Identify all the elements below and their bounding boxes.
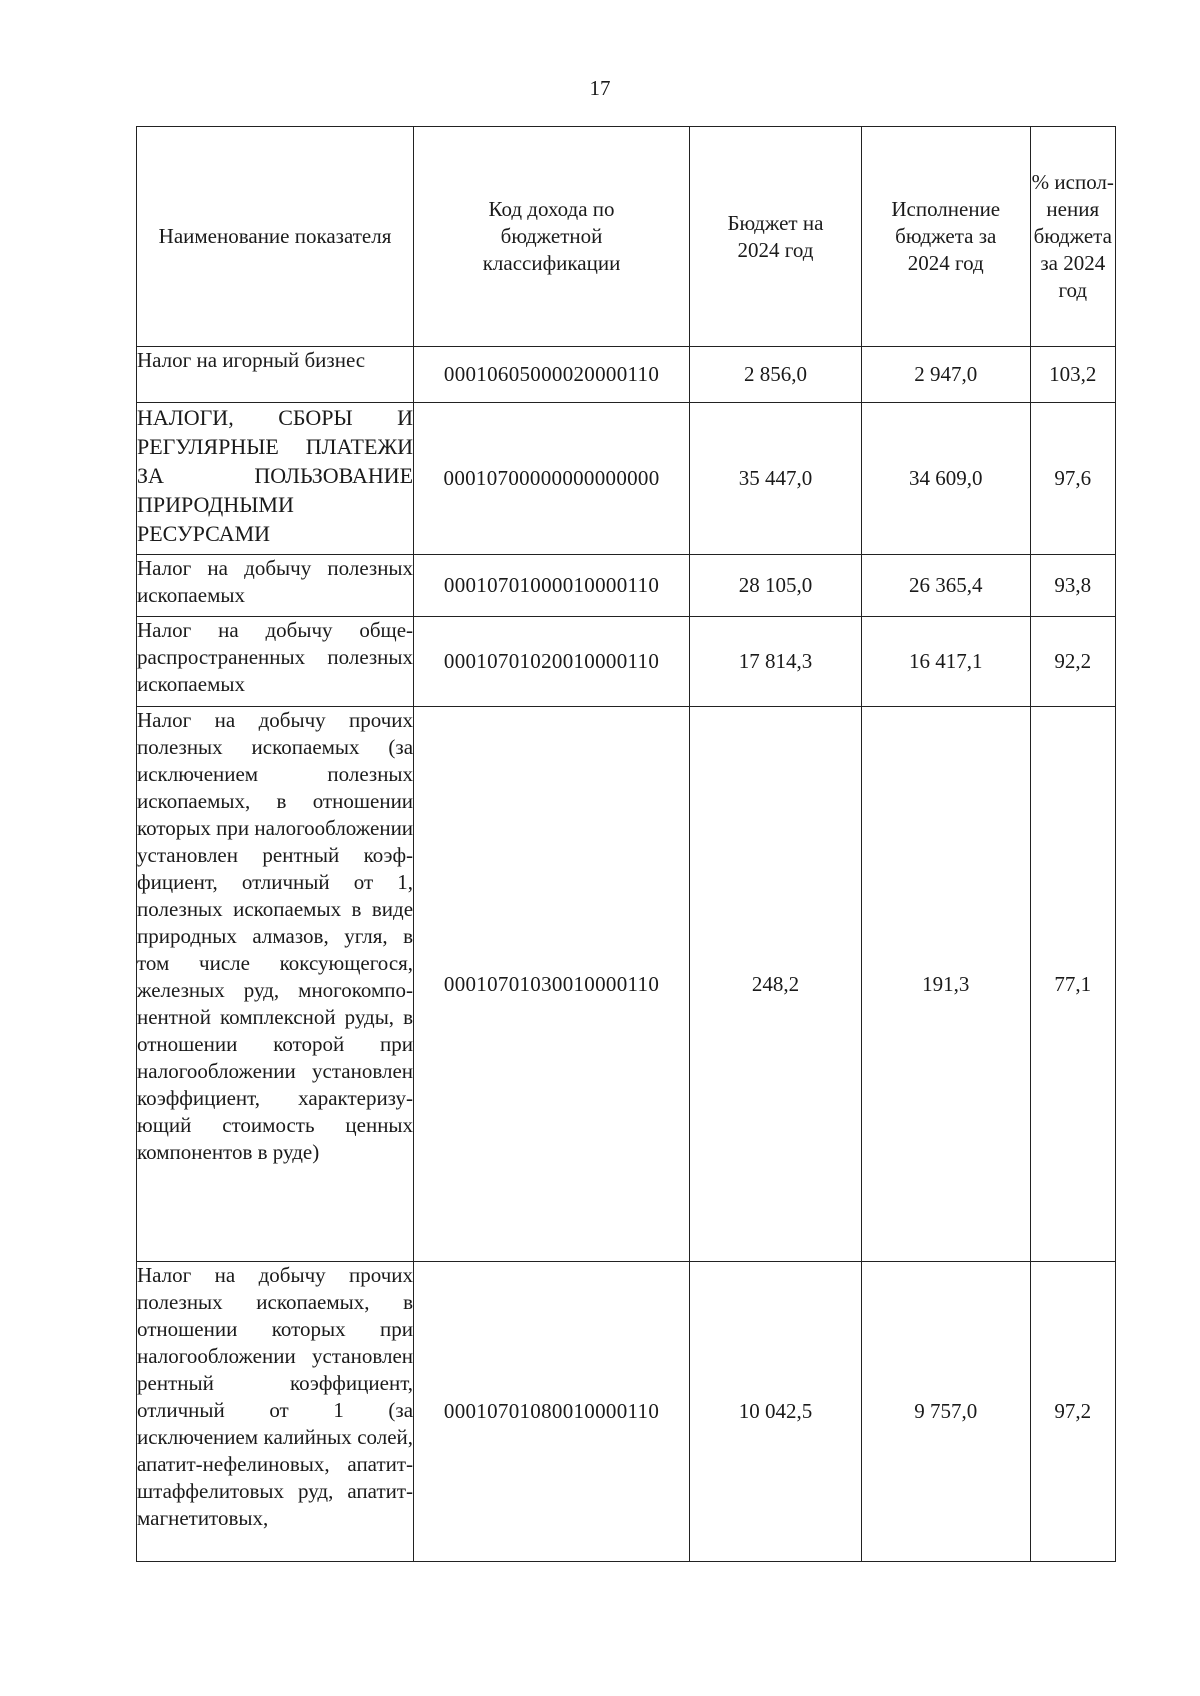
row-percent: 77,1 — [1030, 707, 1115, 1262]
row-name: Налог на добычу полезных ископаемых — [137, 555, 414, 617]
row-budget: 17 814,3 — [690, 617, 862, 707]
row-code: 00010701020010000110 — [414, 617, 690, 707]
header-name: Наименование показателя — [137, 127, 414, 347]
row-percent: 97,6 — [1030, 403, 1115, 555]
header-execution: Исполнение бюджета за 2024 год — [861, 127, 1030, 347]
table-row — [137, 347, 1116, 403]
page-number: 17 — [589, 76, 611, 100]
row-name: Налог на игорный бизнес — [137, 347, 414, 403]
table-row — [137, 555, 1116, 617]
row-name: НАЛОГИ, СБОРЫ И РЕГУЛЯРНЫЕ ПЛАТЕЖИ ЗА ПОЛЬЗОВАНИЕ ПРИРОДНЫМИ РЕСУРСАМИ — [137, 403, 414, 555]
row-percent: 97,2 — [1030, 1262, 1115, 1562]
header-budget: Бюджет на 2024 год — [690, 127, 862, 347]
table-row — [137, 1262, 1116, 1562]
row-name: Налог на добычу общераспространенных полезных ископаемых — [137, 617, 414, 707]
row-execution: 16 417,1 — [861, 617, 1030, 707]
row-code: 00010701030010000110 — [414, 707, 690, 1262]
row-percent: 103,2 — [1030, 347, 1115, 403]
row-budget: 35 447,0 — [690, 403, 862, 555]
row-execution: 34 609,0 — [861, 403, 1030, 555]
row-execution: 26 365,4 — [861, 555, 1030, 617]
row-code: 00010605000020000110 — [414, 347, 690, 403]
table-header-row — [137, 127, 1116, 347]
row-code: 00010701080010000110 — [414, 1262, 690, 1562]
table-row — [137, 403, 1116, 555]
row-code: 00010701000010000110 — [414, 555, 690, 617]
table-row — [137, 617, 1116, 707]
budget-table — [136, 126, 1116, 1562]
row-budget: 2 856,0 — [690, 347, 862, 403]
table-row — [137, 707, 1116, 1262]
row-name: Налог на добычу прочих полезных ископаемых, в отношении которых при налогообложении установлен рентный коэффициент, отличный от 1 (за исключением калийных солей, апатит-нефелиновых, апатит-штаффелитовых руд, апатит-магнетитовых, — [137, 1262, 414, 1562]
header-percent: % исполнения бюджета за 2024 год — [1030, 127, 1115, 347]
row-budget: 10 042,5 — [690, 1262, 862, 1562]
row-execution: 2 947,0 — [861, 347, 1030, 403]
row-budget: 28 105,0 — [690, 555, 862, 617]
row-code: 00010700000000000000 — [414, 403, 690, 555]
header-code: Код дохода по бюджетной классификации — [414, 127, 690, 347]
row-name: Налог на добычу прочих полезных ископаемых (за исключением полезных ископаемых, в отношении которых при налогообложении установлен рентный коэффициент, отличный от 1, полезных ископаемых в виде природных алмазов, угля, в том числе коксующегося, железных руд, многокомпонентной комплексной руды, в отношении которой при налогообложении установлен коэффициент, характеризующий стоимость ценных компонентов в руде) — [137, 707, 414, 1262]
row-percent: 92,2 — [1030, 617, 1115, 707]
row-budget: 248,2 — [690, 707, 862, 1262]
row-execution: 9 757,0 — [861, 1262, 1030, 1562]
row-percent: 93,8 — [1030, 555, 1115, 617]
row-execution: 191,3 — [861, 707, 1030, 1262]
